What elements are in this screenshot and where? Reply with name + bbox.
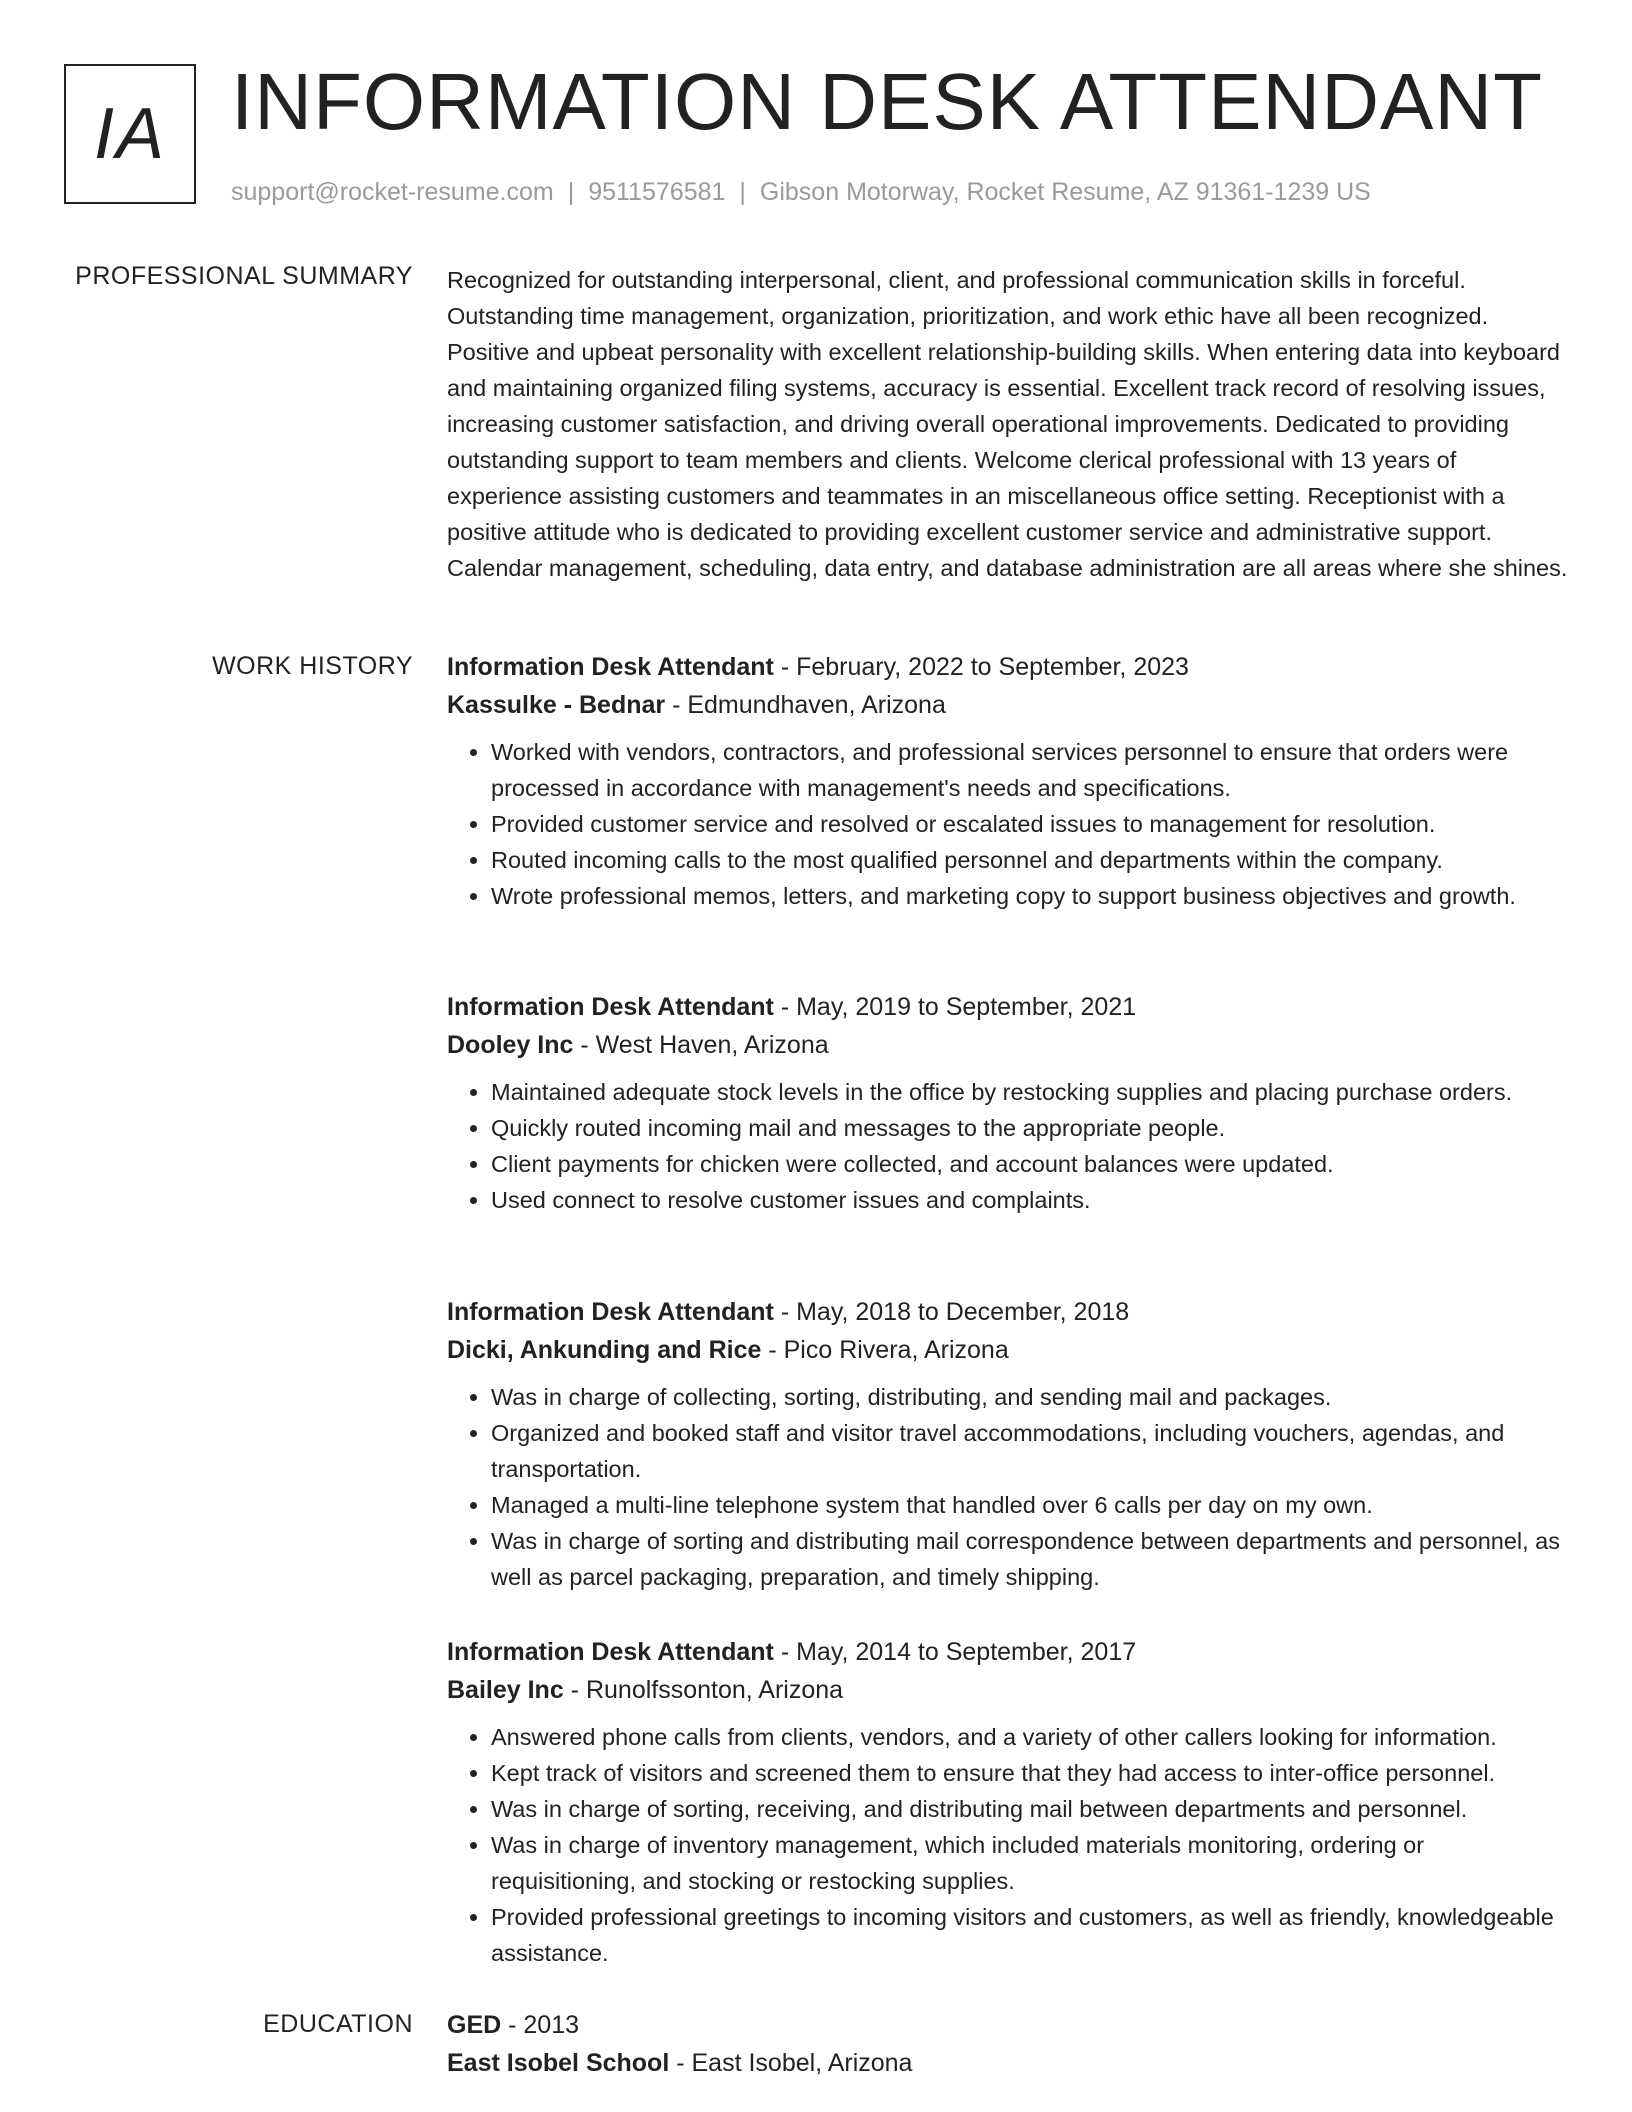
job-company: Dooley Inc — [447, 1031, 574, 1059]
contact-email[interactable]: support@rocket-resume.com — [231, 178, 554, 206]
education-school-line — [447, 2044, 1569, 2082]
job-bullet: • Was in charge of inventory management, which included materials monitoring, ordering or requisitioning, and stocking or restocking supplies. — [491, 1827, 1569, 1899]
contact-line — [231, 178, 1371, 207]
education-year: - 2013 — [501, 2011, 580, 2039]
section-heading-work-history: WORK HISTORY — [212, 652, 413, 680]
monogram-badge: IA — [64, 64, 196, 204]
job-bullet: • Worked with vendors, contractors, and professional services personnel to ensure that orders were processed in accordance with management's needs and specifications. — [491, 734, 1569, 806]
job-location: - Runolfssonton, Arizona — [563, 1676, 844, 1704]
job-bullet: • Was in charge of sorting, receiving, and distributing mail between departments and personnel. — [491, 1791, 1569, 1827]
job-bullet: • Routed incoming calls to the most qualified personnel and departments within the company. — [491, 842, 1569, 878]
job-title: Information Desk Attendant — [447, 1298, 774, 1326]
job-title-line — [447, 988, 1569, 1026]
contact-address: Gibson Motorway, Rocket Resume, AZ 91361-1239 US — [759, 178, 1371, 206]
job-bullet: • Wrote professional memos, letters, and marketing copy to support business objectives and growth. — [491, 878, 1569, 914]
job-dates: - May, 2014 to September, 2017 — [773, 1638, 1137, 1666]
contact-phone[interactable]: 9511576581 — [588, 178, 726, 206]
job-title: Information Desk Attendant — [447, 653, 774, 681]
job-bullet: • Provided professional greetings to incoming visitors and customers, as well as friendly, knowledgeable assistance. — [491, 1899, 1569, 1971]
job-entry — [447, 988, 1569, 1293]
contact-separator: | — [567, 178, 575, 206]
job-location: - Pico Rivera, Arizona — [761, 1336, 1009, 1364]
education-school: East Isobel School — [447, 2049, 670, 2077]
job-bullet: • Organized and booked staff and visitor travel accommodations, including vouchers, agendas, and transportation. — [491, 1415, 1569, 1487]
job-bullet: • Was in charge of collecting, sorting, distributing, and sending mail and packages. — [491, 1379, 1569, 1415]
job-title-line — [447, 648, 1569, 686]
job-title-line — [447, 1293, 1569, 1331]
summary-text: Recognized for outstanding interpersonal, client, and professional communication skills in forceful. Outstanding time management, organization, prioritization, and work ethic have all been recognized. Positive and upbeat personality with excellent relationship-building skills. When entering data into keyboard and maintaining organized filing systems, accuracy is essential. Excellent track record of resolving issues, increasing customer satisfaction, and driving overall operational improvements. Dedicated to providing outstanding support to team members and clients. Welcome clerical professional with 13 years of experience assisting customers and teammates in an miscellaneous office setting. Receptionist with a positive attitude who is dedicated to providing excellent customer service and administrative support. Calendar management, scheduling, data entry, and database administration are all areas where she shines. — [447, 267, 1568, 581]
job-entry — [447, 1633, 1569, 1971]
job-title-line — [447, 1633, 1569, 1671]
education-location: - East Isobel, Arizona — [669, 2049, 913, 2077]
job-location: - Edmundhaven, Arizona — [665, 691, 946, 719]
job-bullet-list — [447, 1074, 1569, 1218]
job-company: Kassulke - Bednar — [447, 691, 666, 719]
job-bullet: • Answered phone calls from clients, vendors, and a variety of other callers looking for information. — [491, 1719, 1569, 1755]
job-title: Information Desk Attendant — [447, 1638, 774, 1666]
job-bullet: • Maintained adequate stock levels in the office by restocking supplies and placing purchase orders. — [491, 1074, 1569, 1110]
job-bullet: • Kept track of visitors and screened them to ensure that they had access to inter-office personnel. — [491, 1755, 1569, 1791]
job-bullet: • Was in charge of sorting and distributing mail correspondence between departments and personnel, as well as parcel packaging, preparation, and timely shipping. — [491, 1523, 1569, 1595]
job-bullet-list — [447, 1719, 1569, 1971]
page-title: INFORMATION DESK ATTENDANT — [231, 57, 1543, 146]
job-bullet: • Provided customer service and resolved or escalated issues to management for resolution. — [491, 806, 1569, 842]
job-bullet-list — [447, 734, 1569, 914]
job-company-line — [447, 1671, 1569, 1709]
job-company-line — [447, 686, 1569, 724]
job-entry — [447, 648, 1569, 988]
section-heading-summary: PROFESSIONAL SUMMARY — [75, 262, 413, 290]
job-company: Dicki, Ankunding and Rice — [447, 1336, 762, 1364]
contact-separator: | — [739, 178, 746, 206]
job-bullet: • Quickly routed incoming mail and messages to the appropriate people. — [491, 1110, 1569, 1146]
job-bullet: • Used connect to resolve customer issues and complaints. — [491, 1182, 1569, 1218]
job-company-line — [447, 1026, 1569, 1064]
job-dates: - May, 2018 to December, 2018 — [773, 1298, 1130, 1326]
education-degree-line — [447, 2006, 1569, 2044]
job-bullet-list — [447, 1379, 1569, 1595]
job-company-line — [447, 1331, 1569, 1369]
job-location: - West Haven, Arizona — [573, 1031, 829, 1059]
job-company: Bailey Inc — [447, 1676, 564, 1704]
section-heading-education: EDUCATION — [263, 2010, 413, 2038]
job-bullet: • Managed a multi-line telephone system that handled over 6 calls per day on my own. — [491, 1487, 1569, 1523]
education-degree: GED — [447, 2011, 502, 2039]
job-entry — [447, 1293, 1569, 1633]
job-bullet: • Client payments for chicken were collected, and account balances were updated. — [491, 1146, 1569, 1182]
job-dates: - May, 2019 to September, 2021 — [773, 993, 1137, 1021]
job-dates: - February, 2022 to September, 2023 — [773, 653, 1189, 681]
job-title: Information Desk Attendant — [447, 993, 774, 1021]
